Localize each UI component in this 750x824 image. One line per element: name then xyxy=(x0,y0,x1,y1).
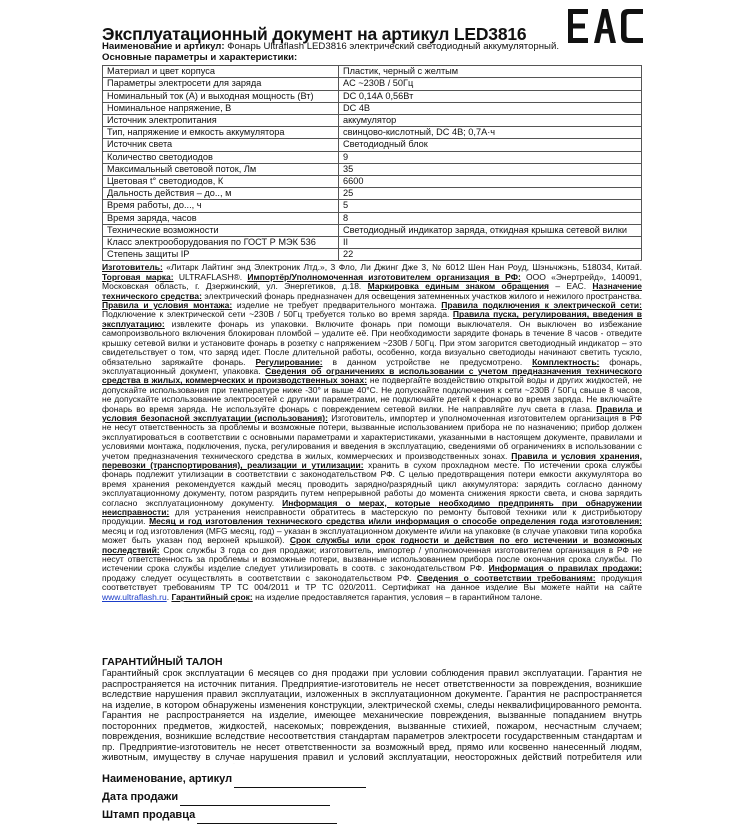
spec-param: Цветовая t° светодиодов, К xyxy=(103,176,339,188)
spec-param: Тип, напряжение и емкость аккумулятора xyxy=(103,127,339,139)
conformity-label: Сведения о соответствии требованиям: xyxy=(416,572,596,583)
field-product-name-blank[interactable] xyxy=(234,775,366,788)
spec-value: AC ~230В / 50Гц xyxy=(339,78,642,90)
spec-row xyxy=(103,188,642,200)
spec-value: Светодиодный блок xyxy=(339,139,642,151)
document-page xyxy=(102,6,642,824)
purpose-text: электрический фонарь предназначен для освещения затемненных участков жилого и нежилого пространства. xyxy=(201,290,642,301)
spec-row xyxy=(103,237,642,249)
sale-rules-label: Информация о правилах продажи: xyxy=(488,563,642,574)
spec-param: Время работы, до..., ч xyxy=(103,200,339,212)
field-seller-stamp-blank[interactable] xyxy=(197,811,337,824)
warranty-text: Гарантийный срок эксплуатации 6 месяцев со дня продажи при условии соблюдения правил эксплуатации. Гарантия не распространяется на источник питания. Предприятие-изготовитель не несет ответственности за повреждения, возникшие вследствие нарушения правил эксплуатации, изложенных в эксплуатационном документе. Гарантия не распространяется на изделие, в котором обнаружены изменения конструкции, электрической схемы, следы неквалифицированного ремонта. Гарантия не распространяется на изделие, имеющее механические повреждения, вызванные попаданием внутрь посторонних предметов, жидкостей, насекомых; повреждения, вызванные стихией, пожаром, несчастным случаем; повреждения, возникшие вследствие несоответствия стандартам параметров электросети государственным стандартам и пр. Предприятие-изготовитель не несет ответственности за возможный вред, прямо или косвенно нанесенный людям, животным, имуществу в случае нарушения правил и условий эксплуатации, неосторожных действий потребителя или xyxy=(102,668,642,763)
spec-row xyxy=(103,212,642,224)
marking-label: Маркировка единым знаком обращения xyxy=(367,281,550,292)
spec-row xyxy=(103,115,642,127)
sale-rules-text: продажу следует осуществлять в соответствии с законодательством РФ. xyxy=(102,572,412,583)
spec-value: 9 xyxy=(339,151,642,163)
connection-label: Правила подключения к электрической сети: xyxy=(441,300,642,311)
spec-row xyxy=(103,127,642,139)
spec-param: Количество светодиодов xyxy=(103,151,339,163)
spec-row xyxy=(103,224,642,236)
spec-param: Максимальный световой поток, Лм xyxy=(103,163,339,175)
limits-text: не подвергайте воздействию открытой воды и других жидкостей, не допускайте использования при температуре ниже -30° и выше 40°С. Не допускайте подключения к сети ~230В / 50Гц свыше 8 часов, не допускайте использование электросетей с другими параметрами, не подключайте детей к фонарю во время заряда. Не включайте фонарь во время заряда. Не используйте фонарь с повреждением сетевой вилки. Не направляйте луч света в глаза. xyxy=(102,375,642,414)
conditions-text: изделие не требует предварительного монтажа. xyxy=(232,300,437,311)
spec-value: свинцово-кислотный, DC 4В; 0,7А·ч xyxy=(339,127,642,139)
safety-text: Изготовитель, импортер и уполномоченная изготовителем организация в РФ не несут ответственность за проблемы и возможные потери, вызванные использованием прибора не по назначению; прибор должен эксплуатироваться в соответствии с основными параметрами и характеристиками, указанными в настоящем документе, правилами и условиями монтажа, подключения, пуска, регулирования и введения в эксплуатацию, сведениями об ограничениях в использовании с учетом предназначения технического средства в жилых, коммерческих и производственных зонах. xyxy=(102,412,642,461)
field-sale-date-label: Дата продажи xyxy=(102,791,179,804)
field-sale-date xyxy=(102,788,642,806)
trademark-text: ULTRAFLASH®. xyxy=(173,271,243,282)
start-text: извлеките фонарь из упаковки. Включите фонарь при помощи выключателя. Он выключен во избежание самопроизвольного включения блокирован пломбой – удалите её. При необходимости зарядите фонарь в течение 8 часов - отведите крышку сетевой вилки и установите фонарь в розетку с напряжением ~230В / 50Гц. При этом загорится светодиодный индикатор – это свидетельствует о том, что заряд идет. После длительной работы, особенно, когда визуально светодиоды начинают светить тускло, обязательно заряжайте фонарь. xyxy=(102,318,642,367)
spec-value: 5 xyxy=(339,200,642,212)
spec-value: DC 4В xyxy=(339,102,642,114)
product-name-value: Фонарь Ultraflash LED3816 электрический светодиодный аккумуляторный. xyxy=(224,42,559,52)
spec-param: Источник электропитания xyxy=(103,115,339,127)
spec-param: Технические возможности xyxy=(103,224,339,236)
manufacture-date-text: месяц и год изготовления (MFG месяц, год) – указан в эксплуатационном документе и/или на упаковке (в случае упаковки типа коробка может быть указан под верхней крышкой). xyxy=(102,525,642,546)
conformity-text: продукция соответствует требованиям ТР ТС 004/2011 и ТР ТС 020/2011. Сертификат на данное изделие Вы можете найти на сайте xyxy=(102,572,642,593)
field-sale-date-blank[interactable] xyxy=(180,793,330,806)
completeness-text: фонарь, эксплуатационный документ, упаковка. xyxy=(102,356,642,376)
service-life-label: Срок службы или срок годности и действия по его истечении и возможных последствий: xyxy=(102,535,642,555)
malfunction-text: для устранения неисправности обратитесь в мастерскую по ремонту бытовой техники или к дистрибьютору продукции. xyxy=(102,507,642,527)
importer-label: Импортёр/Уполномоченная изготовителем организация в РФ: xyxy=(247,271,521,282)
spec-value: 22 xyxy=(339,249,642,261)
importer-text: ООО «Энертрейд», 140091, Московская область, г. Дзержинский, ул. Энергетиков, д.18. xyxy=(102,271,642,292)
spec-param: Дальность действия – до.., м xyxy=(103,188,339,200)
limits-label: Сведения об ограничениях в использовании с учетом предназначения технического средства в жилых, коммерческих и производственных зонах: xyxy=(102,365,642,386)
spec-row xyxy=(103,78,642,90)
service-life-text: Срок службы 3 года со дня продажи; изготовитель, импортер / уполномоченная изготовителем организация в РФ не несут ответственность за проблемы и возможные потери, вызванные использованием прибора после окончания срока службы. По истечении срока службы изделие следует утилизировать в соотв. с законодательством РФ. xyxy=(102,544,642,574)
manufacturer-text: «Литарк Лайтинг энд Электроник Лтд.», 3 Фло, Ли Джинг Дже 3, № 6012 Шен Нан Роуд, Шэньчжэнь, 518034, Китай. xyxy=(162,263,642,273)
spec-value: DC 0,14А 0,56Вт xyxy=(339,90,642,102)
regulation-text: в данном устройстве не предусмотрено. xyxy=(322,356,523,367)
spec-row xyxy=(103,66,642,78)
spec-param: Материал и цвет корпуса xyxy=(103,66,339,78)
trademark-label: Торговая марка: xyxy=(102,271,174,282)
connection-text: Подключение к электрической сети ~230В / 50Гц требуется только во время заряда. xyxy=(102,309,450,320)
document-body-text: Изготовитель: «Литарк Лайтинг энд Электроник Лтд.», 3 Фло, Ли Джинг Дже 3, № 6012 Шен Нан Роуд, Шэньчжэнь, 518034, Китай. Торговая марка: ULTRAFLASH®. Импортёр/Уполномоченная изготовителем организация в РФ: ООО «Энертрейд», 140091, Московская область, г. Дзержинский, ул. Энергетиков, д.18. Маркировка единым знаком обращения – ЕАС. Назначение технического средства: электрический фонарь предназначен для освещения затемненных участков жилого и нежилого пространства. Правила и условия монтажа: изделие не требует предварительного монтажа. Правила подключения к электрической сети: Подключение к электрической сети ~230В / 50Гц требуется только во время заряда. Правила пуска, регулирования, введения в эксплуатацию: извлеките фонарь из упаковки. Включите фонарь при помощи выключателя. Он выключен во избежание самопроизвольного включения блокирован пломбой – удалите её. При необходимости зарядите фонарь в течение 8 часов - отведите крышку сетевой вилки и установите фонарь в розетку с напряжением ~230В / 50Гц. При этом загорится светодиодный индикатор – это свидетельствует о том, что заряд идет. После длительной работы, особенно, когда визуально светодиоды начинают светить тускло, обязательно заряжайте фонарь. Регулирование: в данном устройстве не предусмотрено. Комплектность: фонарь, эксплуатационный документ, упаковка. Сведения об ограничениях в использовании с учетом предназначения технического средства в жилых, коммерческих и производственных зонах: не подвергайте воздействию открытой воды и других жидкостей, не допускайте использования при температуре ниже -30° и выше 40°С. Не допускайте подключения к сети ~230В / 50Гц свыше 8 часов, не допускайте использование электросетей с другими параметрами, не подключайте детей к фонарю во время заряда. Не включайте фонарь во время заряда. Не используйте фонарь с повреждением сетевой вилки. Не направляйте луч света в глаза. Правила и условия безопасной эксплуатации (использования): Изготовитель, импортер и уполномоченная изготовителем организация в РФ не несут ответственность за проблемы и возможные потери, вызванные использованием прибора не по назначению; прибор должен эксплуатироваться в соответствии с основными параметрами и характеристиками, указанными в настоящем документе, правилами и условиями монтажа, подключения, пуска, регулирования и введения в эксплуатацию, сведениями об ограничениях в использовании с учетом предназначения технического средства в жилых, коммерческих и производственных зонах. Правила и условия хранения, перевозки (транспортирования), реализации и утилизации: хранить в сухом прохладном месте. По истечении срока службы фонарь подлежит утилизации в соответствии с законодательством РФ. С целью предотвращения потери емкости аккумулятора во время хранения рекомендуется каждый месяц проводить зарядно/разрядный цикл аккумулятора: зарядить согласно данному эксплуатационному документу, потом разрядить путем непрерывной работы до момента снижения яркости света, и снова зарядить согласно эксплуатационному документу. Информация о мерах, которые необходимо предпринять при обнаружении неисправности: для устранения неисправности обратитесь в мастерскую по ремонту бытовой техники или к дистрибьютору продукции. Месяц и год изготовления технического средства и/или информация о способе определения года изготовления: месяц и год изготовления (MFG месяц, год) – указан в эксплуатационном документе и/или на упаковке (в случае упаковки типа коробка может быть указан под верхней крышкой). Срок службы или срок годности и действия по его истечении и возможных последствий: Срок службы 3 года со дня продажи; изготовитель, импортер / уполномоченная изготовителем организация в РФ не несут ответственность за проблемы и возможные потери, вызванные использованием прибора после окончания срока службы. По истечении срока службы изделие следует утилизировать в соотв. с законодательством РФ. Информация о правилах продажи: продажу следует осуществлять в соответствии с законодательством РФ. Сведения о соответствии требованиям: продукция соответствует требованиям ТР ТС 004/2011 и ТР ТС 020/2011. Сертификат на данное изделие Вы можете найти на сайте www.ultraflash.ru. Гарантийный срок: на изделие предоставляется гарантия, условия – в гарантийном талоне. xyxy=(102,263,642,602)
spec-row xyxy=(103,249,642,261)
website-link[interactable]: www.ultraflash.ru xyxy=(102,591,167,602)
warranty-period-label: Гарантийный срок: xyxy=(171,591,253,602)
field-product-name xyxy=(102,770,642,788)
spec-value: 8 xyxy=(339,212,642,224)
malfunction-label: Информация о мерах, которые необходимо предпринять при обнаружении неисправности: xyxy=(102,497,642,517)
completeness-label: Комплектность: xyxy=(532,356,600,367)
manufacturer-label: Изготовитель: xyxy=(102,263,163,273)
specs-heading xyxy=(102,53,642,64)
spec-value: 35 xyxy=(339,163,642,175)
spec-value: Пластик, черный с желтым xyxy=(339,66,642,78)
spec-param: Номинальный ток (А) и выходная мощность (Вт) xyxy=(103,90,339,102)
spec-param: Номинальное напряжение, В xyxy=(103,102,339,114)
conditions-label: Правила и условия монтажа: xyxy=(102,300,233,311)
field-seller-stamp-label: Штамп продавца xyxy=(102,809,196,822)
warranty-title: ГАРАНТИЙНЫЙ ТАЛОН xyxy=(102,656,223,669)
specs-table xyxy=(102,65,642,261)
storage-label: Правила и условия хранения, перевозки (транспортирования), реализации и утилизации: xyxy=(102,450,642,470)
spec-param: Степень защиты IP xyxy=(103,249,339,261)
spec-row xyxy=(103,90,642,102)
safety-label: Правила и условия безопасной эксплуатации (использования): xyxy=(102,403,642,423)
eac-mark-icon xyxy=(564,6,648,46)
manufacture-date-label: Месяц и год изготовления технического средства и/или информация о способе определения года изготовления: xyxy=(149,516,642,527)
spec-param: Источник света xyxy=(103,139,339,151)
spec-value: 25 xyxy=(339,188,642,200)
spec-row xyxy=(103,163,642,175)
product-name-label: Наименование и артикул: xyxy=(102,42,225,52)
purpose-label: Назначение технического средства: xyxy=(102,281,642,301)
storage-text: хранить в сухом прохладном месте. По истечении срока службы фонарь подлежит утилизации в соответствии с законодательством РФ. С целью предотвращения потери емкости аккумулятора во время хранения рекомендуется каждый месяц проводить зарядно/разрядный цикл аккумулятора: зарядить согласно данному эксплуатационному документу, потом разрядить путем непрерывной работы до момента снижения яркости света, и снова зарядить согласно эксплуатационному документу. xyxy=(102,459,642,508)
start-label: Правила пуска, регулирования, введения в эксплуатацию: xyxy=(102,309,642,329)
document-header xyxy=(102,6,642,42)
marking-text: – ЕАС. xyxy=(549,281,587,292)
spec-param: Время заряда, часов xyxy=(103,212,339,224)
document-title: Эксплуатационный документ на артикул LED3816 xyxy=(102,24,527,44)
spec-value: II xyxy=(339,237,642,249)
spec-row xyxy=(103,102,642,114)
specs-heading-label: Основные параметры и характеристики: xyxy=(102,52,298,63)
spec-value: аккумулятор xyxy=(339,115,642,127)
warranty-fields xyxy=(102,770,642,824)
spec-value: 6600 xyxy=(339,176,642,188)
spec-param: Класс электрооборудования по ГОСТ Р МЭК 536 xyxy=(103,237,339,249)
spec-row xyxy=(103,176,642,188)
warranty-period-text: на изделие предоставляется гарантия, условия – в гарантийном талоне. xyxy=(252,591,543,602)
field-product-name-label: Наименование, артикул xyxy=(102,773,233,786)
spec-row xyxy=(103,151,642,163)
spec-row xyxy=(103,139,642,151)
spec-value: Светодиодный индикатор заряда, откидная крышка сетевой вилки xyxy=(339,224,642,236)
spec-row xyxy=(103,200,642,212)
spec-param: Параметры электросети для заряда xyxy=(103,78,339,90)
field-seller-stamp xyxy=(102,806,642,824)
regulation-label: Регулирование: xyxy=(255,356,323,367)
